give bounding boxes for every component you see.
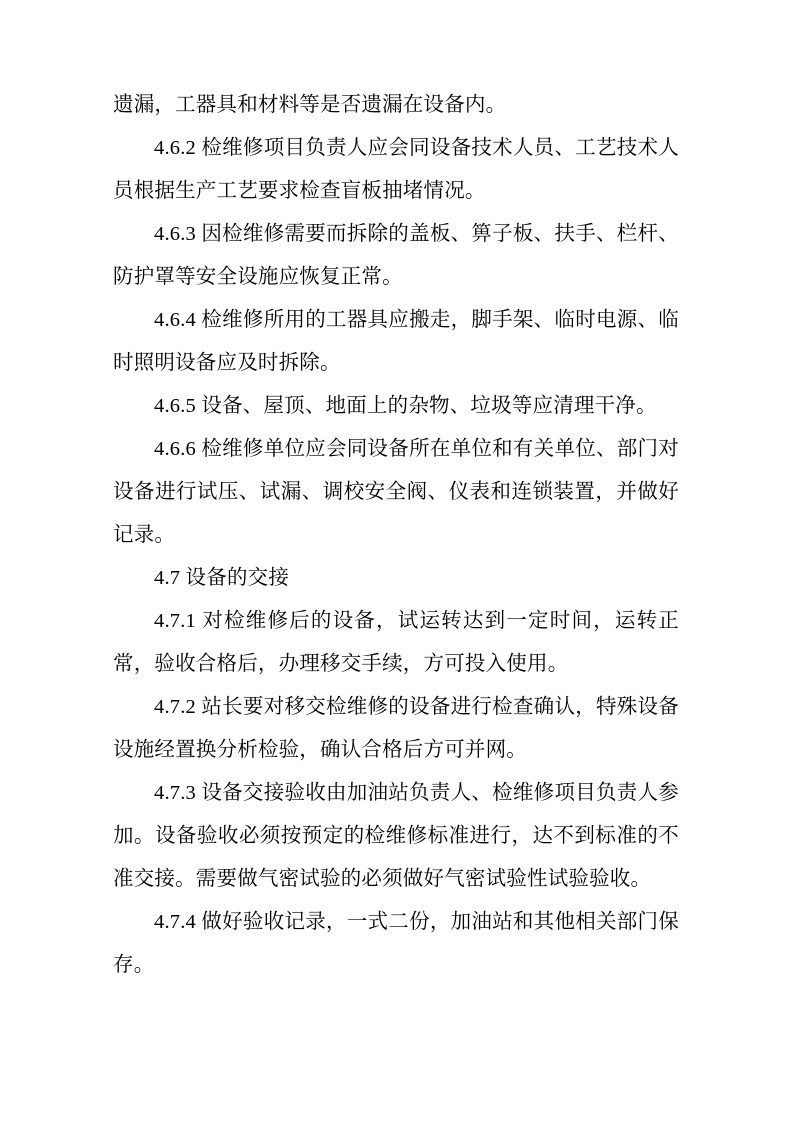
paragraph: 遗漏，工器具和材料等是否遗漏在设备内。 — [113, 94, 507, 116]
paragraph: 4.6.3 因检维修需要而拆除的盖板、箅子板、扶手、栏杆、防护罩等安全设施应恢复正常。 — [113, 223, 679, 288]
paragraph: 4.7.2 站长要对移交检维修的设备进行检查确认，特殊设备设施经置换分析检验，确认合格后方可并网。 — [113, 696, 679, 761]
paragraph: 4.7.4 做好验收记录，一式二份，加油站和其他相关部门保存。 — [113, 911, 679, 976]
paragraph: 4.7.3 设备交接验收由加油站负责人、检维修项目负责人参加。设备验收必须按预定的检维修标准进行，达不到标准的不准交接。需要做气密试验的必须做好气密试验性试验验收。 — [113, 782, 679, 890]
paragraph: 4.7.1 对检维修后的设备，试运转达到一定时间，运转正常，验收合格后，办理移交手续，方可投入使用。 — [113, 610, 679, 675]
paragraph: 4.6.5 设备、屋顶、地面上的杂物、垃圾等应清理干净。 — [154, 395, 657, 417]
paragraph: 4.7 设备的交接 — [154, 567, 290, 589]
document-body — [113, 84, 679, 987]
paragraph: 4.6.2 检维修项目负责人应会同设备技术人员、工艺技术人员根据生产工艺要求检查盲板抽堵情况。 — [113, 137, 679, 202]
paragraph: 4.6.6 检维修单位应会同设备所在单位和有关单位、部门对设备进行试压、试漏、调校安全阀、仪表和连锁装置，并做好记录。 — [113, 438, 679, 546]
paragraph: 4.6.4 检维修所用的工器具应搬走，脚手架、临时电源、临时照明设备应及时拆除。 — [113, 309, 679, 374]
